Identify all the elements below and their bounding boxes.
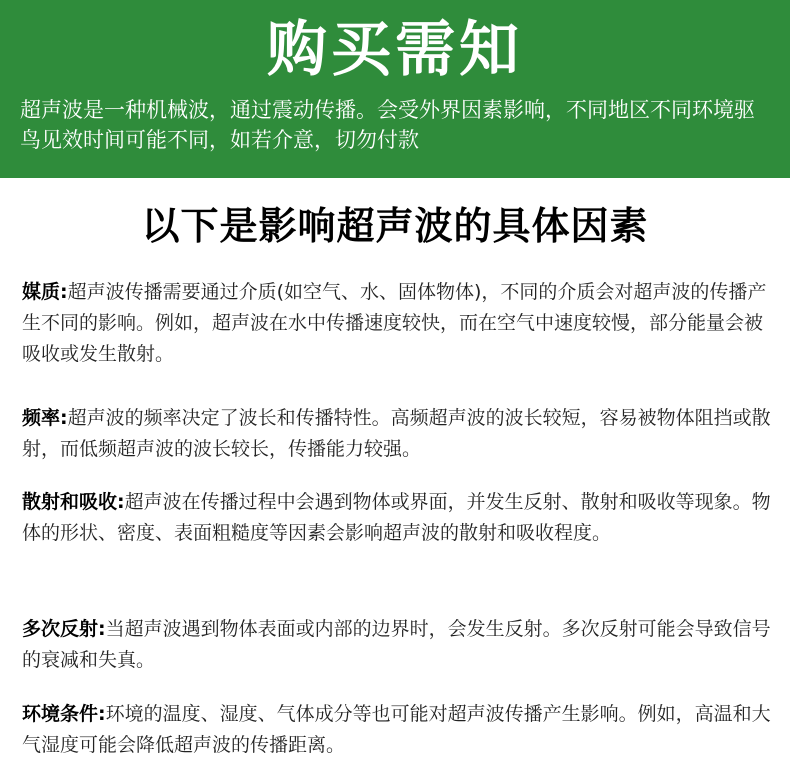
factor-label: 散射和吸收: <box>22 491 125 513</box>
purchase-notice-banner <box>0 0 790 178</box>
factor-text: 超声波在传播过程中会遇到物体或界面，并发生反射、散射和吸收等现象。物体的形状、密度、表面粗糙度等因素会影响超声波的散射和吸收程度。 <box>22 491 771 544</box>
factor-label: 频率: <box>22 407 68 429</box>
factor-label: 环境条件: <box>22 703 106 725</box>
factor-label: 多次反射: <box>22 618 106 640</box>
factor-text: 环境的温度、湿度、气体成分等也可能对超声波传播产生影响。例如，高温和大气湿度可能会降低超声波的传播距离。 <box>22 703 771 756</box>
factor-environment <box>22 699 774 761</box>
factor-text: 超声波的频率决定了波长和传播特性。高频超声波的波长较短，容易被物体阻挡或散射，而低频超声波的波长较长，传播能力较强。 <box>22 407 771 460</box>
factor-medium <box>22 277 774 370</box>
banner-notice-text: 超声波是一种机械波，通过震动传播。会受外界因素影响，不同地区不同环境驱鸟见效时间可能不同，如若介意，切勿付款 <box>20 98 755 152</box>
factor-scattering-absorption <box>22 487 774 549</box>
factor-text: 当超声波遇到物体表面或内部的边界时，会发生反射。多次反射可能会导致信号的衰减和失真。 <box>22 618 771 671</box>
factor-frequency <box>22 403 774 465</box>
factor-multiple-reflection <box>22 614 774 676</box>
factor-text: 超声波传播需要通过介质(如空气、水、固体物体)，不同的介质会对超声波的传播产生不同的影响。例如，超声波在水中传播速度较快，而在空气中速度较慢，部分能量会被吸收或发生散射。 <box>22 281 767 365</box>
banner-title: 购买需知 <box>267 15 523 85</box>
factor-label: 媒质: <box>22 281 68 303</box>
factors-heading: 以下是影响超声波的具体因素 <box>141 204 649 248</box>
